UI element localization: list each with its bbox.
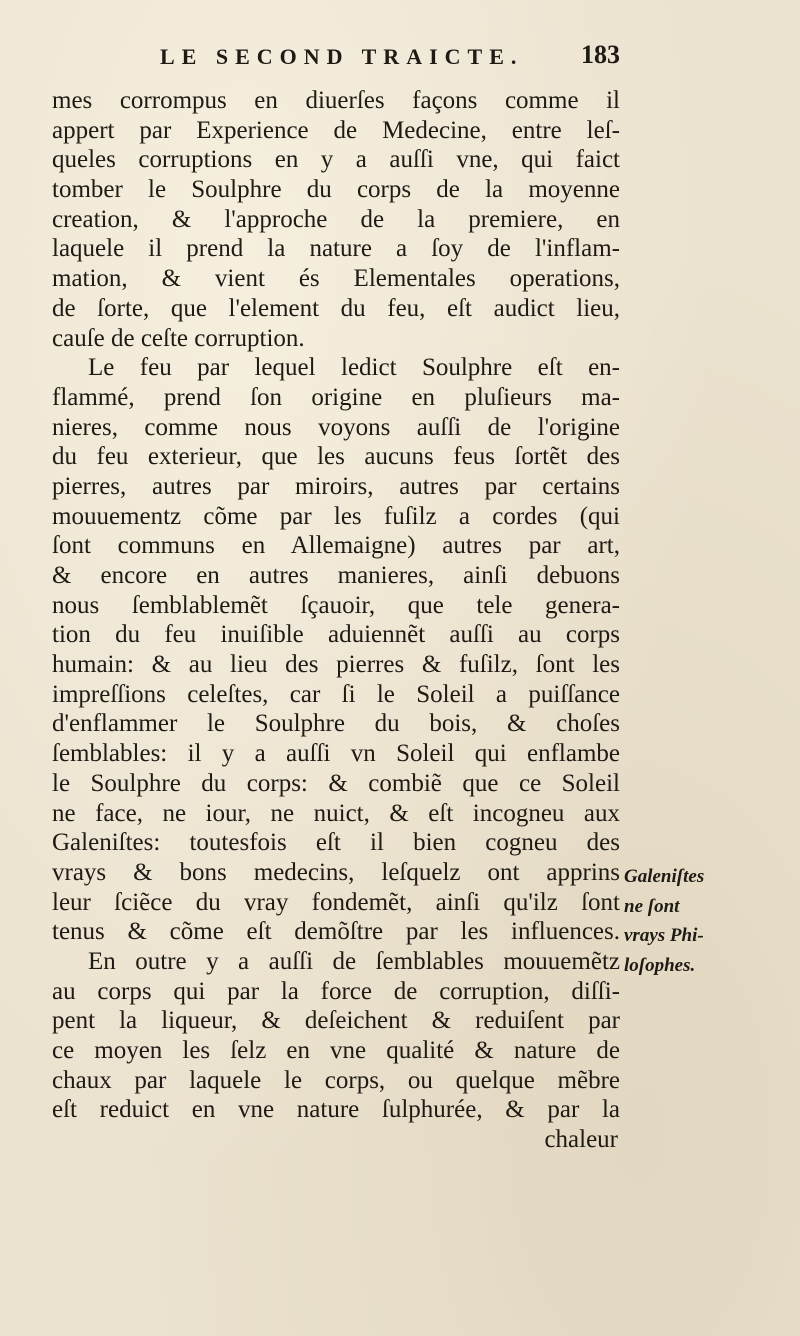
margin-note-line: vrays Phi- — [624, 925, 704, 947]
margin-note-line: ne ſont — [624, 895, 680, 917]
catchword: chaleur — [544, 1126, 618, 1154]
text-line: & encore en autres manieres, ainſi debuons — [52, 562, 620, 589]
text-line: Le feu par lequel ledict Soulphre eſt en- — [88, 354, 620, 382]
body-text — [52, 86, 620, 1155]
running-head: LE SECOND TRAICTE. — [160, 44, 524, 69]
text-line: au corps qui par la force de corruption, diſſi- — [52, 977, 620, 1005]
margin-note — [624, 862, 784, 981]
text-line: ſemblables: il y a auſſi vn Soleil qui enflambe — [52, 740, 620, 768]
text-line: ne face, ne iour, ne nuict, & eſt incogneu aux — [52, 799, 620, 827]
text-line: leur ſciẽce du vray fondemẽt, ainſi qu'ilz ſont — [52, 888, 620, 916]
text-line: creation, & l'approche de la premiere, en — [52, 205, 620, 233]
text-line: tion du feu inuiſible aduiennẽt auſſi au corps — [52, 621, 620, 649]
text-line: nieres, comme nous voyons auſſi de l'origine — [52, 413, 620, 441]
page-number: 183 — [581, 40, 620, 69]
text-line: ce moyen les ſelz en vne qualité & nature de — [52, 1037, 620, 1064]
text-line: En outre y a auſſi de ſemblables mouuemẽtz — [88, 947, 620, 975]
text-line: laquele il prend la nature a ſoy de l'inflam- — [52, 235, 620, 263]
text-line: tenus & cõme eſt demõſtre par les influences. — [52, 918, 620, 946]
text-line: queles corruptions en y a auſſi vne, qui faict — [52, 146, 620, 174]
margin-note-line: Galeniſtes — [624, 866, 705, 887]
text-line: eſt reduict en vne nature ſulphurée, & par la — [52, 1096, 620, 1124]
text-line: chaux par laquele le corps, ou quelque mẽbre — [52, 1066, 620, 1094]
text-line: mation, & vient és Elementales operations, — [52, 265, 620, 293]
text-line: mes corrompus en diuerſes façons comme il — [52, 87, 620, 114]
margin-note-line: loſophes. — [624, 955, 696, 977]
text-line: vrays & bons medecins, leſquelz ont apprins — [52, 858, 620, 886]
text-line: flammé, prend ſon origine en pluſieurs ma- — [52, 383, 620, 411]
text-line: cauſe de ceſte corruption. — [52, 324, 305, 352]
text-line: pierres, autres par miroirs, autres par certains — [52, 472, 620, 500]
text-line: d'enflammer le Soulphre du bois, & choſes — [52, 710, 620, 738]
text-line: du feu exterieur, que les aucuns feus ſortẽt des — [52, 443, 620, 471]
text-line: le Soulphre du corps: & combiẽ que ce Soleil — [52, 769, 620, 797]
text-line: de ſorte, que l'element du feu, eſt audict lieu, — [52, 294, 620, 322]
text-line: ſont communs en Allemaigne) autres par art, — [52, 532, 620, 560]
text-line: appert par Experience de Medecine, entre leſ- — [52, 116, 620, 144]
page-header — [160, 40, 620, 76]
text-line: impreſſions celeſtes, car ſi le Soleil a puiſſance — [52, 680, 620, 708]
text-line: pent la liqueur, & deſeichent & reduiſent par — [52, 1007, 620, 1035]
text-line: Galeniſtes: toutesfois eſt il bien cogneu des — [52, 829, 620, 857]
text-line: tomber le Soulphre du corps de la moyenne — [52, 176, 620, 204]
text-line: mouuementz cõme par les fuſilz a cordes (qui — [52, 502, 620, 530]
text-line: nous ſemblablemẽt ſçauoir, que tele genera- — [52, 591, 620, 619]
text-line: humain: & au lieu des pierres & fuſilz, ſont les — [52, 651, 620, 679]
